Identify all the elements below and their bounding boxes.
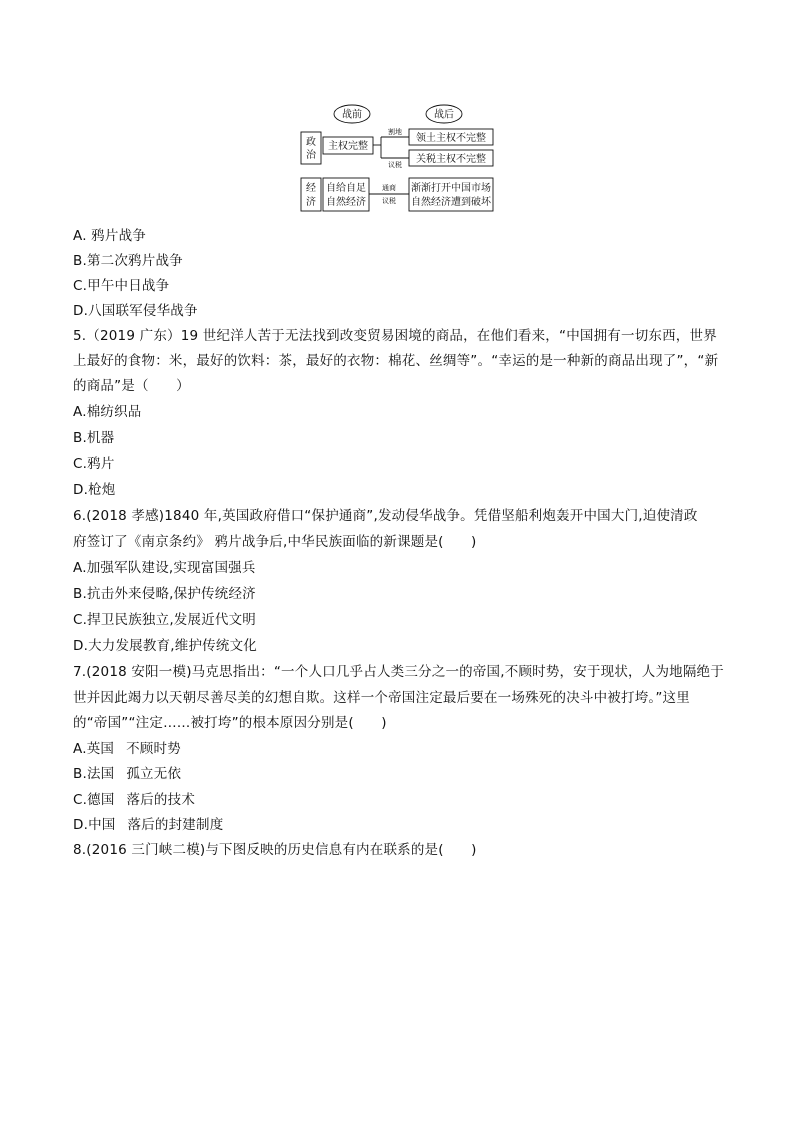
q7-option-a-letter: A.英国 [73, 741, 115, 757]
q7-option-b-letter: B.法国 [73, 766, 115, 782]
politics-char-2: 治 [306, 150, 316, 161]
before-label: 战前 [342, 109, 362, 121]
q6-option-c: C.捍卫民族独立,发展近代文明 [73, 612, 257, 628]
q7-option-a-answer: 不顾时势 [126, 741, 181, 757]
market-line-1: 渐渐打开中国市场 [411, 183, 491, 194]
after-label: 战后 [434, 109, 454, 121]
q6-option-a: A.加强军队建设,实现富国强兵 [73, 560, 256, 576]
trade-label: 通商 [382, 184, 396, 192]
q5-option-c: C.鸦片 [73, 456, 115, 472]
market-line-2: 自然经济遭到破坏 [411, 197, 491, 208]
q7-option-d-answer: 落后的封建制度 [127, 817, 224, 833]
self-sufficient-line-1: 自给自足 [326, 183, 366, 194]
economy-char-2: 济 [306, 197, 316, 208]
q6-option-d: D.大力发展教育,维护传统文化 [73, 638, 257, 654]
q7-option-c-answer: 落后的技术 [126, 792, 196, 808]
tariff-text: 关税主权不完整 [416, 154, 486, 165]
q7-option-d-letter: D.中国 [73, 817, 116, 833]
q7-option-b [73, 765, 181, 783]
sovereignty-text: 主权完整 [328, 141, 368, 152]
q5-stem-line-3: 的商品”是（ ） [73, 378, 190, 394]
q7-option-b-answer: 孤立无依 [126, 766, 182, 782]
politics-char-1: 政 [306, 137, 316, 148]
self-sufficient-line-2: 自然经济 [326, 197, 366, 208]
negotiate-label: 议税 [388, 161, 402, 169]
q4-option-a: A. 鸦片战争 [73, 228, 146, 244]
q5-option-d: D.枪炮 [73, 482, 116, 498]
economy-char-1: 经 [306, 183, 316, 194]
q5-option-b: B.机器 [73, 430, 115, 446]
q7-option-a [73, 740, 181, 758]
q5-option-a: A.棉纺织品 [73, 404, 142, 420]
q5-stem-line-1: 5.（2019 广东）19 世纪洋人苦于无法找到改变贸易困境的商品，在他们看来，“中国拥有一切东西，世界 [73, 328, 717, 344]
q4-option-d: D.八国联军侵华战争 [73, 303, 198, 319]
q6-stem-line-1: 6.(2018 孝感)1840 年,英国政府借口“保护通商”,发动侵华战争。凭借坚船利炮轰开中国大门,迫使清政 [73, 508, 698, 524]
q7-stem-line-1: 7.(2018 安阳一模)马克思指出：“一个人口几乎占人类三分之一的帝国,不顾时势，安于现状，人为地隔绝于 [73, 664, 724, 680]
q7-option-d [73, 816, 223, 834]
diagram-svg [296, 100, 500, 218]
q7-stem-line-2: 世并因此竭力以天朝尽善尽美的幻想自欺。这样一个帝国注定最后要在一场殊死的决斗中被打垮。”这里 [73, 690, 690, 706]
war-comparison-diagram [296, 100, 500, 218]
q7-stem-line-3: 的“帝国”“注定……被打垮”的根本原因分别是( ) [73, 715, 387, 731]
q6-option-b: B.抗击外来侵略,保护传统经济 [73, 586, 256, 602]
q7-option-c-letter: C.德国 [73, 792, 115, 808]
q4-option-c: C.甲午中日战争 [73, 278, 170, 294]
cede-label: 割地 [388, 128, 402, 136]
q5-stem-line-2: 上最好的食物：米，最好的饮料：茶，最好的衣物：棉花、丝绸等”。“幸运的是一种新的商品出现了”，“新 [73, 353, 719, 369]
q6-stem-line-2: 府签订了《南京条约》 鸦片战争后,中华民族面临的新课题是( ) [73, 534, 477, 550]
territory-text: 领土主权不完整 [416, 133, 486, 144]
q4-option-b: B.第二次鸦片战争 [73, 253, 183, 269]
q8-stem-line-1: 8.(2016 三门峡二模)与下图反映的历史信息有内在联系的是( ) [73, 842, 477, 858]
q7-option-c [73, 791, 195, 809]
trade-tax-label: 议税 [382, 197, 396, 205]
